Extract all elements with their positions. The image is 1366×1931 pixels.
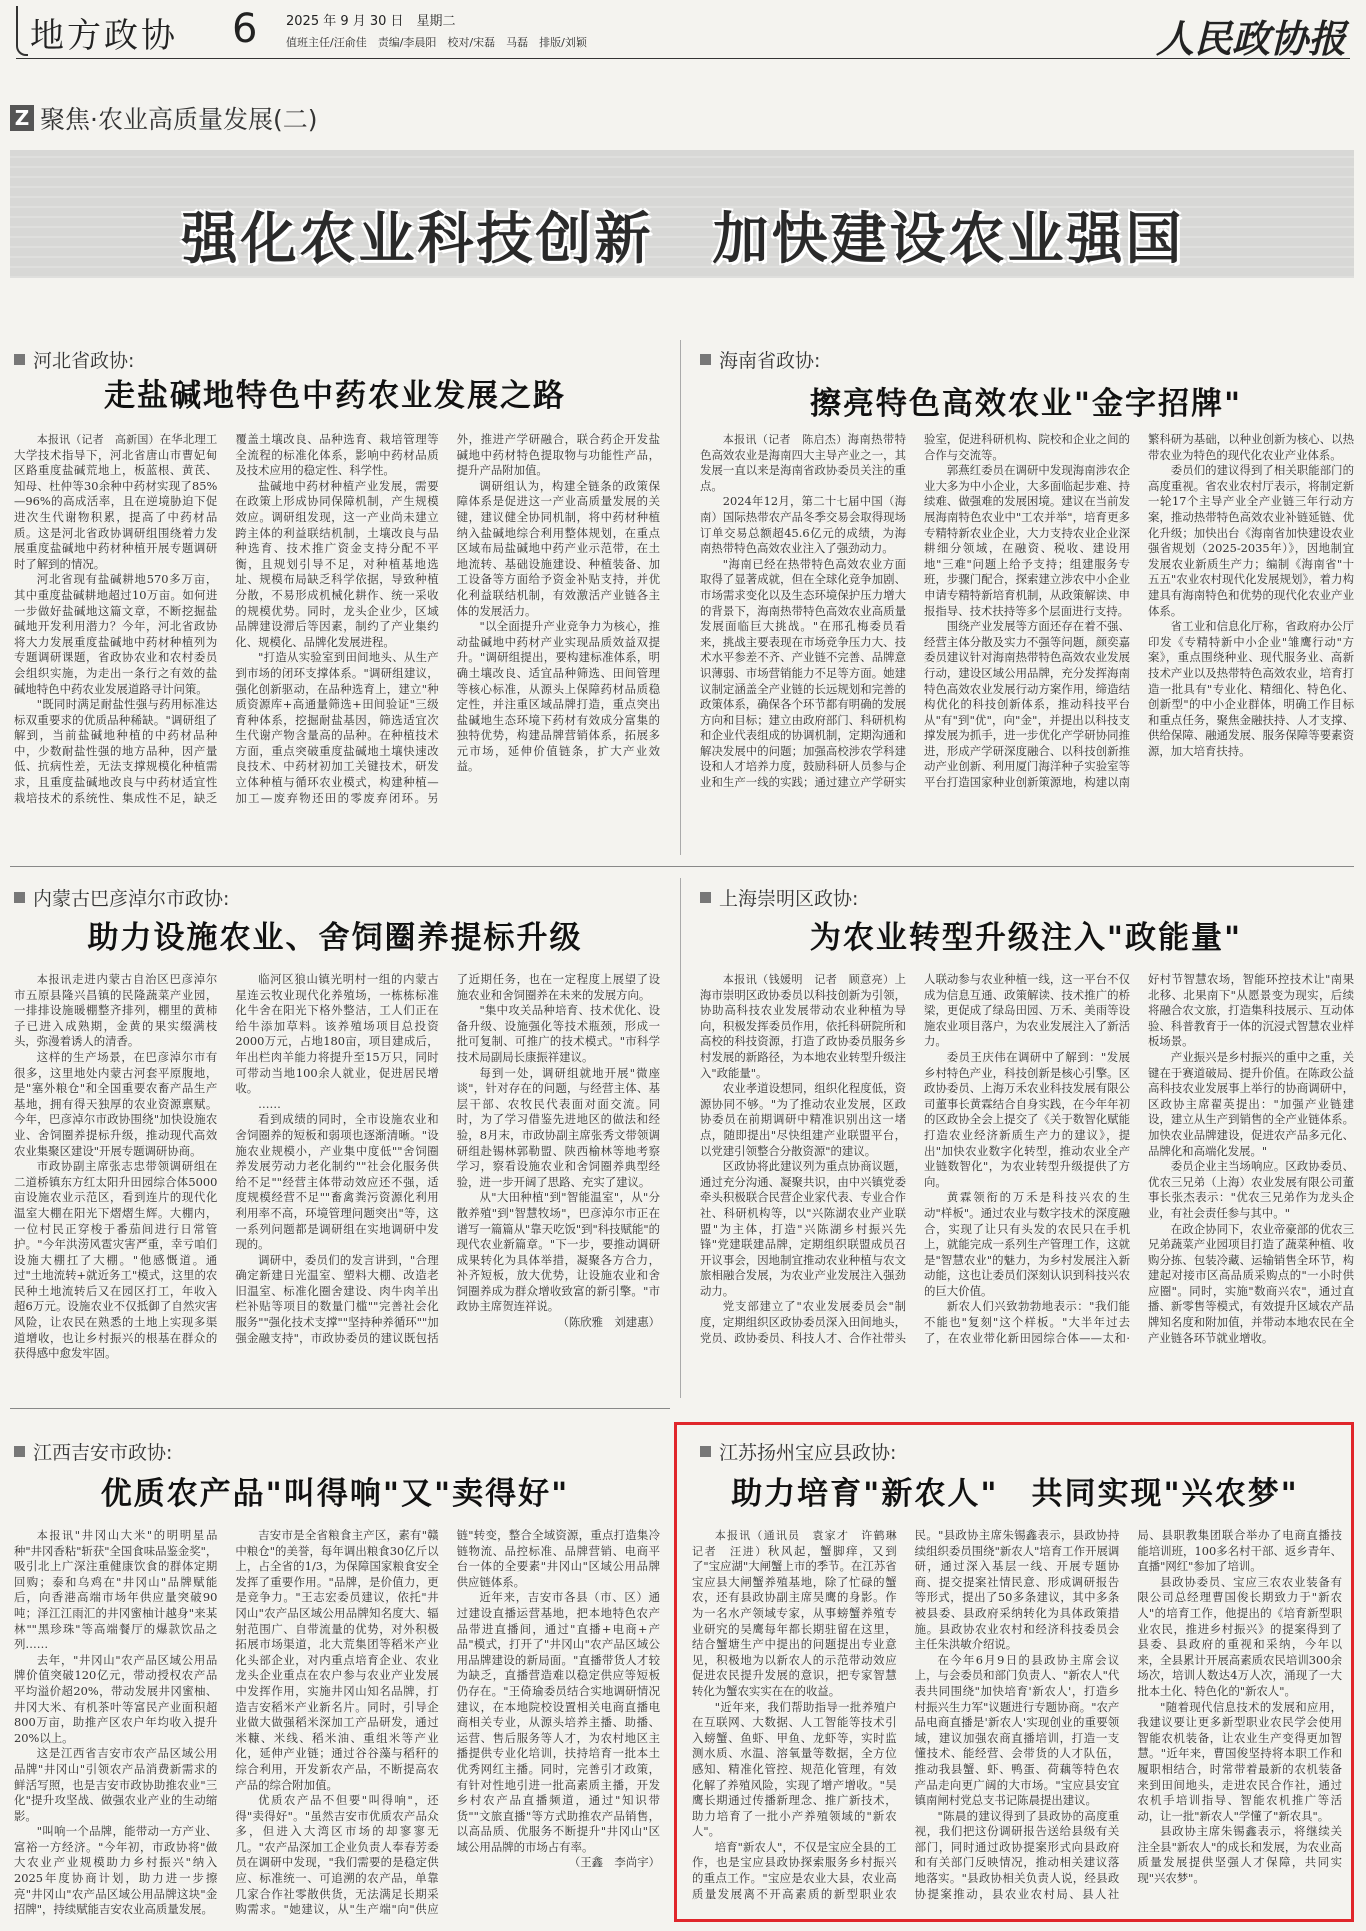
paragraph: 近年来，吉安市各县（市、区）通过建设直播运营基地，把本地特色农产品带进直播间，通过"直播+电商+产品"模式，打开了"井冈山"农产品区域公用品牌建设的新局面。"直播带货人才较为缺乏，直播营造难以稳定供应等短板仍存在。"王倚瑜委员结合实地调研情况建议，在本地院校设置相关电商直播电商相关专业，从源头培养主播、助播、运营、售后服务等人才，为农村地区主播提供专业化培训，扶持培育一批本土优秀网红主播。同时，完善引才政策，有针对性地引进一批高素质主播，开发乡村农产品直播频道，通过"知识带货""文旅直播"等方式助推农产品销售，以高品质、优服务不断提升"井冈山"区域公用品牌的市场占有率。 xyxy=(456,1590,660,1854)
paragraph: 围绕产业发展等方面还存在着不强、经营主体分散及实力不强等问题，颜奕嘉委员建议针对海南热带特色高效农业发展行动，建设区域公用品牌，充分发挥海南特色高效农业发展行动方案作用，缔造结构优化的科技创新体系，推动科技平台从"有"到"优"，向"金"，并提出以科技支撑发展为抓手，进一步优化产学研协同推进，形成产学研深度融合、以科技创新推动产业创新、利用厦门海洋种子实验室等平台打造国家种业创新策源地，构建以南繁科研为基础，以种业创新为核心、以热带农业为特色的现代化农业产业体系。 xyxy=(924,432,1354,790)
paragraph: 优质农产品不但要"叫得响"，还得"卖得好"。"虽然吉安市优质农产品众多，但进入大湾区市场的却寥寥无几。"农产品深加工企业负责人奉春芳委员在调研中发现，"我们需要的是稳定供应、标准统一、可追溯的农产品，单靠几家合作社零散供货，无法满足长期采购需求。"她建议，从"生产端"向"供应链"转变，整合全域资源，重点打造集冷链物流、品控标准、品牌营销、电商平台一体的全要素"井冈山"区域公用品牌供应链体系。 xyxy=(235,1528,660,1917)
paragraph: 2024年12月，第二十七届中国（海南）国际热带农产品冬季交易会取得现场订单交易总额超45.6亿元的成绩，为海南热带特色高效农业注入了强劲动力。 xyxy=(700,494,906,556)
paragraph: 在政企协同下，农业帝豪部的优农三兄弟蔬菜产业园项目打造了蔬菜种植、收购分拣、包装冷藏、运输销售全环节，构建起对接市区高品质采购点的"一小时供应圈"。同时，实施"数商兴农"，通过直播、新零售等模式，有效提升区域农产品牌知名度和附加值，并带动本地农民在全产业链各环节就业增收。 xyxy=(1148,1221,1354,1345)
paragraph: 农业孝道设想同，组织化程度低，资源协同不够。"为了推动农业发展，区政协委员在前期调研中精准识别出这一堵点，随即提出"尽快组建产业联盟平台，以党建引领整合分散资源"的建议。 xyxy=(700,1081,906,1158)
paragraph: 上海市崇明区政协委员以科技创新为引领，协助高科技农业发展带动农业种植为导向，积极发挥委员作用，依托科研院所和高校的科技资源，打造了政协委员服务乡村发展的新路径，为本地农业转型升级注入"政能量"。 xyxy=(700,972,906,1080)
article-source-bayannur xyxy=(14,884,229,911)
article-source-hebei xyxy=(14,346,134,373)
paragraph: 从"大田种植"到"智能温室"，从"分散养殖"到"智慧牧场"，巴彦淖尔市正在谱写一篇篇从"靠天吃饭"到"科技赋能"的现代农业新篇章。"下一步，要推动调研成果转化为具体举措，凝聚各方合力，补齐短板，放大优势，让设施农业和舍饲圈养成为群众增收致富的新引擎。"市政协主席贺连祥说。 xyxy=(456,1190,660,1314)
paragraph: "陈晨的建议得到了县政协的高度重视，我们把这份调研报告送给县级有关部门，同时通过政协提案形式向县政府和有关部门反映情况，推动相关建议落地落实。"县政协相关负责人说，经县政协提案推动，县农业农村局、县人社局、县职教集团联合举办了电商直播技能培训班，100多名村干部、返乡青年、直播"网红"参加了培训。 xyxy=(914,1528,1342,1901)
masthead-logo: 人民政协报 xyxy=(1155,16,1346,61)
paragraph: 在华北理工大学技术指导下，河北省唐山市曹妃甸区路重度盐碱荒地上，板蓝根、黄芪、知母、杜仲等30余种中药材实现了85%—96%的高成活率，且在逆境胁迫下促进次生代谢物积累，提高了中药材品质。这是河北省政协调研组围绕着力发展重度盐碱地中药材种植开展专题调研时了解到的情况。 xyxy=(14,432,218,571)
byline: 本报讯 xyxy=(36,1529,75,1542)
author-credit: （王鑫 李尚宇） xyxy=(568,1855,660,1870)
page-number: 6 xyxy=(232,6,258,52)
column-divider xyxy=(680,878,681,1398)
paragraph: 郭燕红委员在调研中发现海南涉农企业大多为中小企业，大多面临起步难、持续难、做强难的发展困境。建议在当前发展海南特色农业中"工农并举"，培育更多专精特新农业企业，大力支持农业企业深耕细分领域，在融资、税收、建设用地"三难"问题上给予支持；组建服务专班，步骤门配合，探索建立涉农中小企业申请专精特新培育机制，从政策解读、申报指导、技术扶持等多个层面进行支持。 xyxy=(924,463,1130,618)
byline: 本报讯（钱媛明 记者 顾意亮） xyxy=(722,973,895,986)
source-label: 河北省政协: xyxy=(33,350,135,372)
section-name: 地方政协 xyxy=(30,16,178,56)
headline-bayannur: 助力设施农业、舍饲圈养提标升级 xyxy=(87,920,583,956)
staff-line: 值班主任/汪俞佳 责编/李晨阳 校对/宋磊 马磊 排版/刘颖 xyxy=(286,36,587,49)
paragraph: 在今年6月9日的县政协主席会议上，与会委员和部门负责人、"新农人"代表共同围绕"加快培育'新农人'，打造乡村振兴生力军"议题进行专题协商。"农产品电商直播是'新农人'实现创业的重要领域，建议加强农商直播培训，打造一支懂技术、能经营、会带货的人才队伍，推动我县蟹、虾、鸭蛋、荷藕等特色农产品走向更广阔的大市场。"宝应县安宜镇南闸村党总支书记陈晨提出建议。 xyxy=(914,1652,1120,1808)
paragraph: 培育"新农人"，不仅是宝应全县的工作，也是宝应县政协探索服务乡村振兴的重点工作。"宝应是农业大县，农业高质量发展离不开高素质的新型职业农民。"县政协主席朱锡鑫表示，县政协持续组织委员围绕"新农人"培育工作开展调研，通过深入基层一线、开展专题协商、提交提案社情民意、形成调研报告等形式，提出了50多条建议，其中多条被县委、县政府采纳转化为具体政策措施。县政协农业农村和经济科技委员会主任朱洪敏介绍说。 xyxy=(692,1528,1120,1901)
headline-chongming: 为农业转型升级注入"政能量" xyxy=(809,920,1243,956)
column-divider xyxy=(680,340,681,855)
paragraph: 吉安市是全省粮食主产区，素有"赣中粮仓"的美誉，每年调出粮食30亿斤以上，占全省的1/3，为保障国家粮食安全发挥了重要作用。"品牌，是价值力，更是竞争力。"王志宏委员建议，依托"井冈山"农产品区域公用品牌知名度大、辐射范围广、自带流量的优势，对外积极拓展市场渠道，北大荒集团等稻米产业化头部企业，对内重点培育企业、农业龙头企业重点在农户参与农业产业发展中发挥作用，实施井冈山知名品牌，打造吉安稻米产业新名片。同时，引导企业做大做强稻米深加工产品研发，通过米糠、米线、稻米油、重组米等产业化，延伸产业链；通过谷谷藻与稻秆的综合利用，开发新农产品，不断提高农产品的综合附加值。 xyxy=(235,1528,439,1792)
source-label: 江苏扬州宝应县政协: xyxy=(719,1442,897,1464)
headline-hainan: 擦亮特色高效农业"金字招牌" xyxy=(809,386,1243,422)
square-bullet-icon xyxy=(14,892,25,903)
paragraph: …… xyxy=(258,1096,281,1111)
article-source-jian xyxy=(14,1438,172,1465)
paragraph: 委员们的建议得到了相关职能部门的高度重视。省农业农村厅表示，将制定新一轮17个主导产业全产业链三年行动方案，推动热带特色高效农业补链延链、优化升级；加快出台《海南省加快建设农业强省规划（2025-2035年）》，因地制宜发展农业新质生产力；编制《海南省"十五五"农业农村现代化发展规划》，着力构建具有海南特色和优势的现代化农业产业体系。 xyxy=(1148,463,1354,618)
paragraph: "打造从实验室到田间地头、从生产到市场的闭环支撑体系。"调研组建议，强化创新驱动，在品种选育上，建立"种质资源库+高通量筛选+田间验证"三级育种体系，挖掘耐盐基因，筛选适宜次生代谢产物含量高的品种。在种植技术方面，重点突破重度盐碱地土壤快速改良技术、中药材初加工关键技术，研发立体种植与循环农业模式，构建种植—加工—废弃物还田的零废弃闭环。另外，推进产学研融合，联合药企开发盐碱地中药材特色提取物与功能性产品，提升产品附加值。 xyxy=(235,432,660,805)
header-bracket xyxy=(16,6,28,56)
article-body-baoying xyxy=(692,1528,1342,1914)
paragraph: "随着现代信息技术的发展和应用，我建议要让更多新型职业农民学会使用智能农机装备，让农业生产变得更加智慧。"近年来，曹国俊坚持将本职工作和履职相结合，时常带着最新的农机装备来到田间地头，走进农民合作社，通过农机手培训指导、智能农机推广等活动，让一批"新农人"学懂了"新农具"。 xyxy=(1137,1699,1342,1823)
source-label: 内蒙古巴彦淖尔市政协: xyxy=(33,888,230,910)
article-body-hebei xyxy=(14,432,660,852)
paragraph: 盐碱地中药材种植产业发展，需要在政策上形成协同保障机制，产生规模效应。调研组发现，这一产业尚未建立跨主体的利益联结机制，土壤改良与品种选育、技术推广资金支持分配不平衡，且规划引导不足，对种植基地选址、规模布局缺乏科学依据，导致种植分散，不易形成机械化耕作、统一采收的规模优势。同时，龙头企业少，区域品牌建设滞后等因素，制约了产业集约化、规模化、品牌化发展进程。 xyxy=(235,478,439,649)
article-body-jian xyxy=(14,1528,660,1924)
paragraph: "井冈山大米"的明明星品种"井冈香粘"斩获"全国食味品鉴金奖"，吸引北上广深注重健康饮食的群体定期回购；泰和乌鸡在"井冈山"品牌赋能后，向香港高端市场年供应量突破90吨；泽江江雨汇的井冈蜜柚计越身"来某林""黑珍珠"等高端餐厅的爆款饮品之列…… xyxy=(14,1528,218,1652)
byline: 本报讯（记者 高新国） xyxy=(36,433,160,446)
paragraph: 每到一处，调研组就地开展"微座谈"，针对存在的问题，与经营主体、基层干部、农牧民代表面对面交流。同时，为了学习借鉴先进地区的做法和经验，8月末，市政协副主席张秀文带领调研组赴锡林郭勒盟、陕西榆林等地考察学习，察看设施农业和舍饲圈养典型经验，进一步开阔了思路、充实了建议。 xyxy=(456,1065,660,1189)
article-source-hainan xyxy=(700,346,820,373)
paragraph: 产业振兴是乡村振兴的重中之重，关键在于赛道破局、提升价值。在陈政公益高科技农业发展事上举行的协商调研中，区政协主席翟英提出："加强产业链建设，建立从生产到销售的全产业链体系。加快农业品牌建设，促进农产品多元化、品牌化和高端化发展。" xyxy=(1148,1049,1354,1158)
row-divider xyxy=(10,1408,670,1409)
column-label xyxy=(10,100,317,136)
paragraph: 委员王庆伟在调研中了解到："发展乡村特色产业，科技创新是核心引擎。区政协委员、上海万禾农业科技发展有限公司董事长黄霖结合自身实践，在今年年初的区政协全会上提交了《关于数智化赋能打造农业经济新质生产力的建议》，提出"加快农业数字化转型，推动农业全产业链数智化"，为农业转型升级提供了方向。 xyxy=(924,1049,1130,1189)
headline-hebei: 走盐碱地特色中药农业发展之路 xyxy=(104,378,566,414)
paragraph: 调研中，委员们的发言讲到，"合理确定新建日光温室、塑料大棚、改造老旧温室、标准化圈舍建设、肉牛肉羊出栏补贴等项目的数量门槛""完善社会化服务""强化技术支撑""坚持种养循环""加强金融支持"，市政协委员的建议既包括了近期任务，也在一定程度上展望了设施农业和舍饲圈养在未来的发展方向。 xyxy=(235,972,660,1345)
paragraph: "叫响一个品牌，能带动一方产业、富裕一方经济。"今年初，市政协将"做大农业产业规模助力乡村振兴"纳入2025年度协商计划，助力进一步擦亮"井冈山"农产品区域公用品牌这块"金招牌"，持续赋能吉安农业高质量发展。 xyxy=(14,1824,218,1917)
paragraph: 新农人们兴致勃勃地表示："我们能不能也"复刻"这个样板。"大半年过去了，在农业带化新田园综合体——太和·好村节智慧农场，智能环控技术让"南果北移、北果南下"从愿景变为现实，后续将融合农文旅，打造集科技展示、互动体验、科普教育于一体的沉浸式智慧农业样板场景。 xyxy=(924,972,1354,1345)
row-divider xyxy=(10,866,1354,867)
date-line: 2025 年 9 月 30 日 星期二 xyxy=(286,14,456,29)
paragraph: 去年，"井冈山"农产品区域公用品牌价值突破120亿元，带动授权农产品平均溢价超20%，带动发展井冈蜜柚、井冈大米、有机茶叶等富民产业面积超800万亩，助推产区农户年均收入提升20%以上。 xyxy=(14,1652,218,1745)
article-source-chongming xyxy=(700,884,858,911)
paragraph: "海南已经在热带特色高效农业方面取得了显著成就，但在全球化竞争加剧、市场需求变化以及生态环境保护压力增大的背景下，海南热带特色高效农业高质量发展面临巨大挑战。"在邢孔梅委员看来，挑战主要表现在市场竞争压力大、技术水平参差不齐、产业链不完善、品牌意识薄弱、市场营销能力不足等方面。她建议制定涵盖全产业链的长远规划和完善的政策体系，确保各个环节都有明确的发展方向和目标；建立由政府部门、科研机构和企业代表组成的协调机制，定期沟通和解决发展中的问题；加强高校涉农学科建设和人才培养力度，鼓励科研人员参与企业和生产一线的实践；通过建立产学研实验室，促进科研机构、院校和企业之间的合作与交流等。 xyxy=(700,432,1130,790)
article-body-bayannur xyxy=(14,972,660,1392)
paragraph: 这是江西省吉安市农产品区域公用品牌"井冈山"引领农产品消费新需求的鲜活写照，也是吉安市政协助推农业"三化"提升攻坚战、做强农业产业的生动缩影。 xyxy=(14,1746,218,1823)
paragraph: "以全面提升产业竞争力为核心，推动盐碱地中药材产业实现品质效益双提升。"调研组提出，要构建标准体系，明确土壤改良、适宜品种筛选、田间管理等核心标准，从源头上保障药材品质稳定性，并注重区域品牌打造，重点突出盐碱地生态环境下药材有效成分富集的独特优势，构建品牌营销体系，拓展多元市场，延伸价值链条，扩大产业效益。 xyxy=(456,619,660,774)
paragraph: 看到成绩的同时，全市设施农业和舍饲圈养的短板和弱项也逐渐清晰。"设施农业规模小，产业集中度低""舍饲圈养发展劳动力老化制约""社会化服务供给不足""经营主体带动效应还不强，适度规模经营不足""畜禽粪污资源化利用利用率不高，环境管理问题突出"等，这一系列问题都是调研组在实地调研中发现的。 xyxy=(235,1112,439,1252)
square-bullet-icon xyxy=(700,1446,711,1457)
source-label: 海南省政协: xyxy=(719,350,821,372)
square-bullet-icon xyxy=(700,892,711,903)
headline-jian: 优质农产品"叫得响"又"卖得好" xyxy=(100,1476,570,1512)
source-label: 江西吉安市政协: xyxy=(33,1442,173,1464)
paragraph: 黄霖领衔的万禾是科技兴农的生动"样板"。通过农业与数字技术的深度融合，实现了让只有头发的农民只在手机上，就能完成一系列生产管理工作，这就是"智慧农业"的魅力，为乡村发展注入新动能，这也让委员们深刻认识到科技兴农的巨大价值。 xyxy=(924,1190,1130,1298)
paragraph: 县政协主席朱锡鑫表示，将继续关注全县"新农人"的成长和发展，为农业高质量发展提供坚强人才保障，共同实现"兴农梦"。 xyxy=(1137,1824,1342,1886)
square-bullet-icon xyxy=(14,1446,25,1457)
author-credit: （陈欣雅 刘建惠） xyxy=(557,1315,660,1330)
article-body-hainan xyxy=(700,432,1354,852)
header-rule xyxy=(16,58,1350,59)
paragraph: 河北省现有盐碱耕地570多万亩，其中重度盐碱耕地超过10万亩。如何进一步做好盐碱地这篇文章，不断挖掘盐碱地开发利用潜力？今年，河北省政协将大力发展重度盐碱地中药材种植列为专题调研课题，省政协农业和农村委员会组织实施，为走出一条行之有效的盐碱地特色中药农业发展道路寻计问策。 xyxy=(14,572,218,696)
byline: 本报讯 xyxy=(36,973,73,986)
paragraph: "近年来，我们帮助指导一批养殖户在互联网、大数据、人工智能等技术引入螃蟹、鱼虾、甲鱼、龙虾等，实时监测水质、水温、溶氧量等数据，全方位感知、精准化管控、规范化管理，有效化解了养殖风险，实现了增产增收。"吴鹰长期通过传播新理念、推广新技术，助力培育了一批小产养殖领域的"新农人"。 xyxy=(692,1699,897,1839)
paragraph: 调研组认为，构建全链条的政策保障体系是促进这一产业高质量发展的关键，建议健全协同机制，将中药材种植纳入盐碱地综合利用整体规划，在重点区域布局盐碱地中药产业示范带，在土地流转、基础设施建设、种植装备、加工设备等方面给予资金补贴支持，并优化利益联结机制，有效激活产业链各主体的发展活力。 xyxy=(456,478,660,618)
byline: 本报讯（通讯员 袁家才 许鹤琳 记者 汪进） xyxy=(692,1529,908,1558)
paragraph: 走进内蒙古自治区巴彦淖尔市五原县隆兴昌镇的民隆蔬菜产业园，一排排设施暖棚整齐排列，棚里的黄柿子已进入成熟期，金黄的果实缀满枝头，弥漫着诱人的清香。 xyxy=(14,972,218,1049)
source-label: 上海崇明区政协: xyxy=(719,888,859,910)
byline: 本报讯（记者 陈启杰） xyxy=(722,433,848,446)
paragraph: 这样的生产场景，在巴彦淖尔市有很多，这里地处内蒙古河套平原腹地，是"塞外粮仓"和全国重要农畜产品生产基地，拥有得天独厚的农业资源禀赋。今年，巴彦淖尔市政协围绕"加快设施农业、舍饲圈养提标升级，推动现代高效农业集聚区建设"开展专题调研协商。 xyxy=(14,1049,218,1158)
column-label-badge: Z xyxy=(10,105,34,131)
paragraph: 秋风起，蟹脚痒，又到了"宝应湖"大闸蟹上市的季节。在江苏省宝应县大闸蟹养殖基地，除了忙碌的蟹农，还有县政协副主席吴鹰的身影。作为一名水产领域专家，从事螃蟹养殖专业研究的吴鹰每年都长期驻留在这里，结合蟹塘生产中提出的问题提出专业意见，积极地为以新农人的示范带动效应促进农民提升发展的意识，把专家智慧转化为蟹农实实在在的收益。 xyxy=(692,1543,897,1698)
paragraph: 区政协将此建议列为重点协商议题，通过充分沟通、凝聚共识，由中兴镇党委牵头积极联合民营企业家代表、专业合作社、科研机构等，以"兴陈湖农业产业联盟"为主体，打造"兴陈湖乡村振兴先锋"党建联建品牌，定期组织联盟成员召开议事会，因地制宜推动农业种植与农文旅相融合发展，为农业产业发展注入强劲动力。 xyxy=(700,1159,906,1298)
paragraph: 县政协委员、宝应三农农业装备有限公司总经理曹国俊长期致力于"新农人"的培育工作，他提出的《培育新型职业农民，推进乡村振兴》的提案得到了县委、县政府的重视和采纳，今年以来，全县累计开展高素质农民培训300余场次，培训人数达4万人次，涌现了一大批本土化、特色化的"新农人"。 xyxy=(1137,1574,1342,1698)
paragraph: 党支部建立了"农业发展委员会"制度，定期组织区政协委员深入田间地头，党员、政协委员、科技人才、合作社带头人联动参与农业种植一线，这一平台不仅成为信息互通、政策解读、技术推广的桥梁，更促成了绿岛田园、万禾、美雨等设施农业项目落户，为农业发展注入了新活力。 xyxy=(700,972,1130,1345)
paragraph: 海南热带特色高效农业是海南四大主导产业之一，其发展一直以来是海南省政协委员关注的重点。 xyxy=(700,432,906,493)
paragraph: 市政协副主席张志忠带领调研组在二道桥镇东方红太阳升田园综合体5000亩设施农业示范区，看到连片的现代化温室大棚在阳光下熠熠生辉。大棚内，一位村民正穿梭于番茄间进行日常管护。"今年洪涝风雹灾害严重，幸亏咱们设施大棚扛了大棚。"他感慨道。通过"土地流转+就近务工"模式，这里的农民种土地流转后又在园区打工，年收入超6万元。设施农业不仅抵御了自然灾害风险，让农民在熟悉的土地上实现多渠道增收，也让乡村振兴的根基在群众的获得感中愈发牢固。 xyxy=(14,1159,218,1361)
paragraph: "集中攻关品种培育、技术优化、设备升级、设施强化等技术瓶颈，形成一批可复制、可推广的技术模式。"市科学技术局副局长康振祥建议。 xyxy=(456,1003,660,1064)
paragraph: 委员企业主当场响应。区政协委员、优农三兄弟（上海）农业发展有限公司董事长张杰表示："优农三兄弟作为龙头企业，有社会责任参与其中。" xyxy=(1148,1159,1354,1220)
paragraph: "既同时满足耐盐性强与药用标准达标双重要求的优质品种稀缺。"调研组了解到，当前盐碱地种植的中药材品种中，少数耐盐性强的地方品种，因产量低、抗病性差，无法支撑规模化种植需求，且重度盐碱地改良与中药材适宜性栽培技术的系统性、集成性不足，缺乏覆盖土壤改良、品种选育、栽培管理等全流程的标准化体系，影响中药材品质及技术应用的稳定性、科学性。 xyxy=(14,432,439,805)
square-bullet-icon xyxy=(700,354,711,365)
square-bullet-icon xyxy=(14,354,25,365)
article-source-baoying xyxy=(700,1438,896,1465)
article-body-chongming xyxy=(700,972,1354,1392)
paragraph: 临河区狼山镇光明村一组的内蒙古星连云牧业现代化养殖场，一栋栋标准化牛舍在阳光下格外整洁，工人们正在给牛添加草料。该养殖场项目总投资2000万元，占地180亩，项目建成后，年出栏肉羊能力将提升至15万只，同时可带动当地100余人就业，促进居民增收。 xyxy=(235,972,439,1096)
banner-title: 强化农业科技创新 加快建设农业强国 xyxy=(181,206,1185,272)
column-label-text: 聚焦·农业高质量发展(二) xyxy=(40,105,318,134)
paragraph: 省工业和信息化厅称，省政府办公厅印发《专精特新中小企业"雏鹰行动"方案》，重点围绕种业、现代服务业、高新技术产业以及热带特色高效农业，培育打造一批具有"专业化、精细化、特色化、创新型"的中小企业群体，明确工作目标和重点任务，聚焦金融扶持、人才支撑、供给保障、融通发展、服务保障等要素资源，加大培育扶持。 xyxy=(1148,619,1354,758)
headline-baoying: 助力培育"新农人" 共同实现"兴农梦" xyxy=(731,1476,1299,1512)
